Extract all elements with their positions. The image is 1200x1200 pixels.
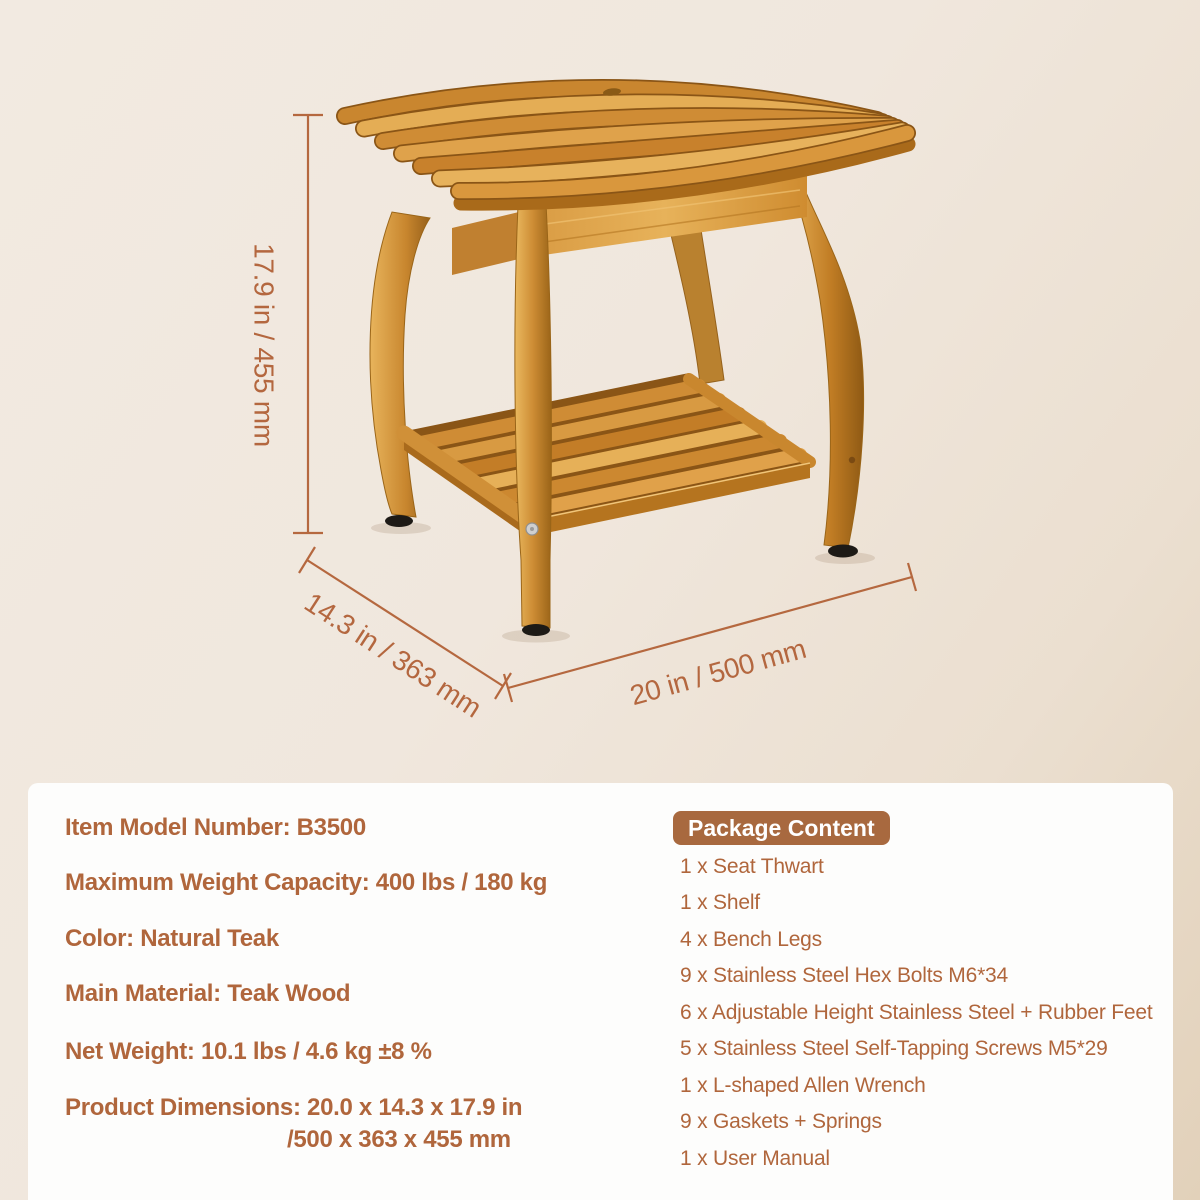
- bench-right-leg: [792, 178, 864, 558]
- bench-center-leg: [515, 203, 552, 636]
- spec-net-weight: Net Weight: 10.1 lbs / 4.6 kg ±8 %: [65, 1038, 432, 1065]
- package-item-screws: 5 x Stainless Steel Self-Tapping Screws M5*29: [680, 1037, 1108, 1060]
- width-dimension-label: 20 in / 500 mm: [626, 632, 810, 712]
- package-item-bench-legs: 4 x Bench Legs: [680, 928, 822, 951]
- bench-back-leg: [666, 210, 724, 384]
- spec-dimensions-metric: /500 x 363 x 455 mm: [287, 1126, 511, 1153]
- spec-weight-capacity: Maximum Weight Capacity: 400 lbs / 180 kg: [65, 869, 548, 896]
- height-dimension-line: [293, 115, 323, 533]
- package-item-allen-wrench: 1 x L-shaped Allen Wrench: [680, 1074, 926, 1097]
- ground-shadow: [371, 522, 875, 643]
- bench-seat: [345, 87, 908, 203]
- spec-color: Color: Natural Teak: [65, 925, 279, 952]
- package-item-feet: 6 x Adjustable Height Stainless Steel + Rubber Feet: [680, 1001, 1153, 1024]
- height-dimension-label: 17.9 in / 455 mm: [248, 243, 280, 447]
- bench-left-leg: [370, 212, 430, 527]
- depth-dimension-label: 14.3 in / 363 mm: [299, 586, 487, 724]
- spec-dimensions: Product Dimensions: 20.0 x 14.3 x 17.9 in: [65, 1094, 523, 1121]
- package-content-header: Package Content: [673, 811, 890, 845]
- package-item-shelf: 1 x Shelf: [680, 891, 760, 914]
- package-item-seat-thwart: 1 x Seat Thwart: [680, 855, 824, 878]
- spec-model-number: Item Model Number: B3500: [65, 814, 366, 841]
- package-item-user-manual: 1 x User Manual: [680, 1147, 830, 1170]
- bench-illustration: [345, 87, 908, 642]
- spec-material: Main Material: Teak Wood: [65, 980, 351, 1007]
- package-item-gaskets: 9 x Gaskets + Springs: [680, 1110, 882, 1133]
- bench-shelf: [404, 373, 810, 537]
- package-item-hex-bolts: 9 x Stainless Steel Hex Bolts M6*34: [680, 964, 1008, 987]
